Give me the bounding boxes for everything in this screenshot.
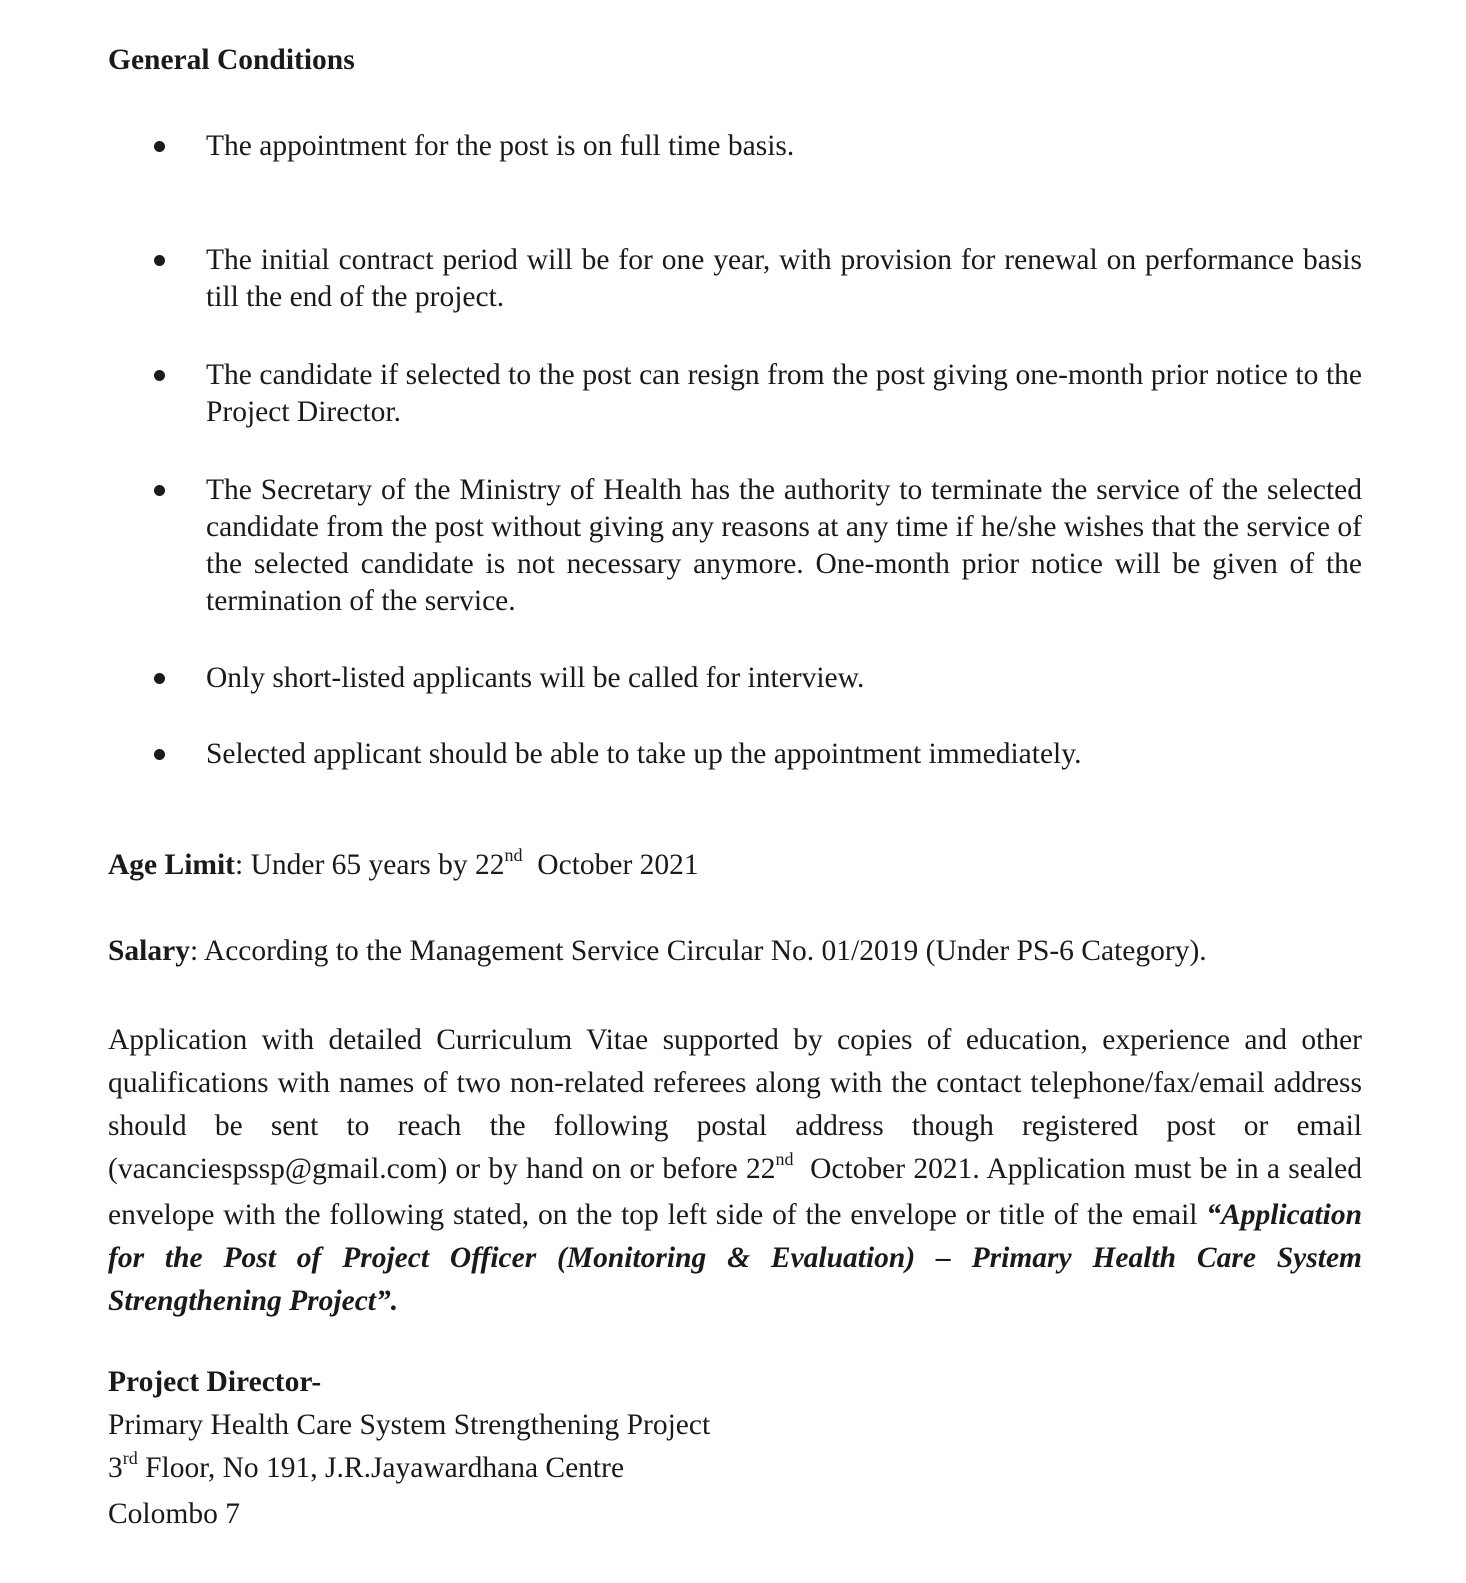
application-title: “Application for the Post of Project Officer (Monitoring & Evaluation) – Primary Health Care System Strengthening Project”.	[108, 1199, 1362, 1317]
salary-line: Salary: According to the Management Service Circular No. 01/2019 (Under PS-6 Category).	[108, 935, 1207, 967]
address-line: 3rd Floor, No 191, J.R.Jayawardhana Centre	[108, 1448, 625, 1484]
address-title: Project Director-	[108, 1366, 322, 1398]
salary-label: Salary	[108, 935, 190, 967]
age-limit-label: Age Limit	[108, 849, 235, 881]
postal-address	[108, 1361, 710, 1536]
application-paragraph: Application with detailed Curriculum Vitae supported by copies of education, experience and other qualifications with names of two non-related referees along with the contact telephone/fax/email address should be sent to reach the following postal address though registered post or email (vacanciespssp@gmail.com) or by hand on or before 22nd October 2021. Application must be in a sealed envelope with the following stated, on the top left side of the envelope or title of the email “Application for the Post of Project Officer (Monitoring & Evaluation) – Primary Health Care System Strengthening Project”.	[108, 1024, 1370, 1317]
condition-item: The appointment for the post is on full time basis.	[206, 128, 1362, 165]
section-heading: General Conditions	[108, 44, 355, 76]
age-limit-line: Age Limit: Under 65 years by 22nd October 2021	[108, 845, 699, 881]
condition-item: Selected applicant should be able to take up the appointment immediately.	[206, 736, 1362, 773]
condition-item: Only short-listed applicants will be called for interview.	[206, 660, 1362, 697]
condition-item: The Secretary of the Ministry of Health has the authority to terminate the service of the selected candidate from the post without giving any reasons at any time if he/she wishes that the service of the selected candidate is not necessary anymore. One-month prior notice will be given of the termination of the service.	[206, 472, 1362, 620]
bullet-icon	[154, 141, 165, 152]
bullet-icon	[154, 255, 165, 266]
bullet-icon	[154, 673, 165, 684]
bullet-icon	[154, 749, 165, 760]
bullet-icon	[154, 485, 165, 496]
address-line: Colombo 7	[108, 1498, 240, 1530]
condition-item: The candidate if selected to the post can resign from the post giving one-month prior notice to the Project Director.	[206, 357, 1362, 431]
bullet-icon	[154, 370, 165, 381]
condition-item: The initial contract period will be for one year, with provision for renewal on performance basis till the end of the project.	[206, 242, 1362, 316]
address-line: Primary Health Care System Strengthening Project	[108, 1409, 711, 1441]
